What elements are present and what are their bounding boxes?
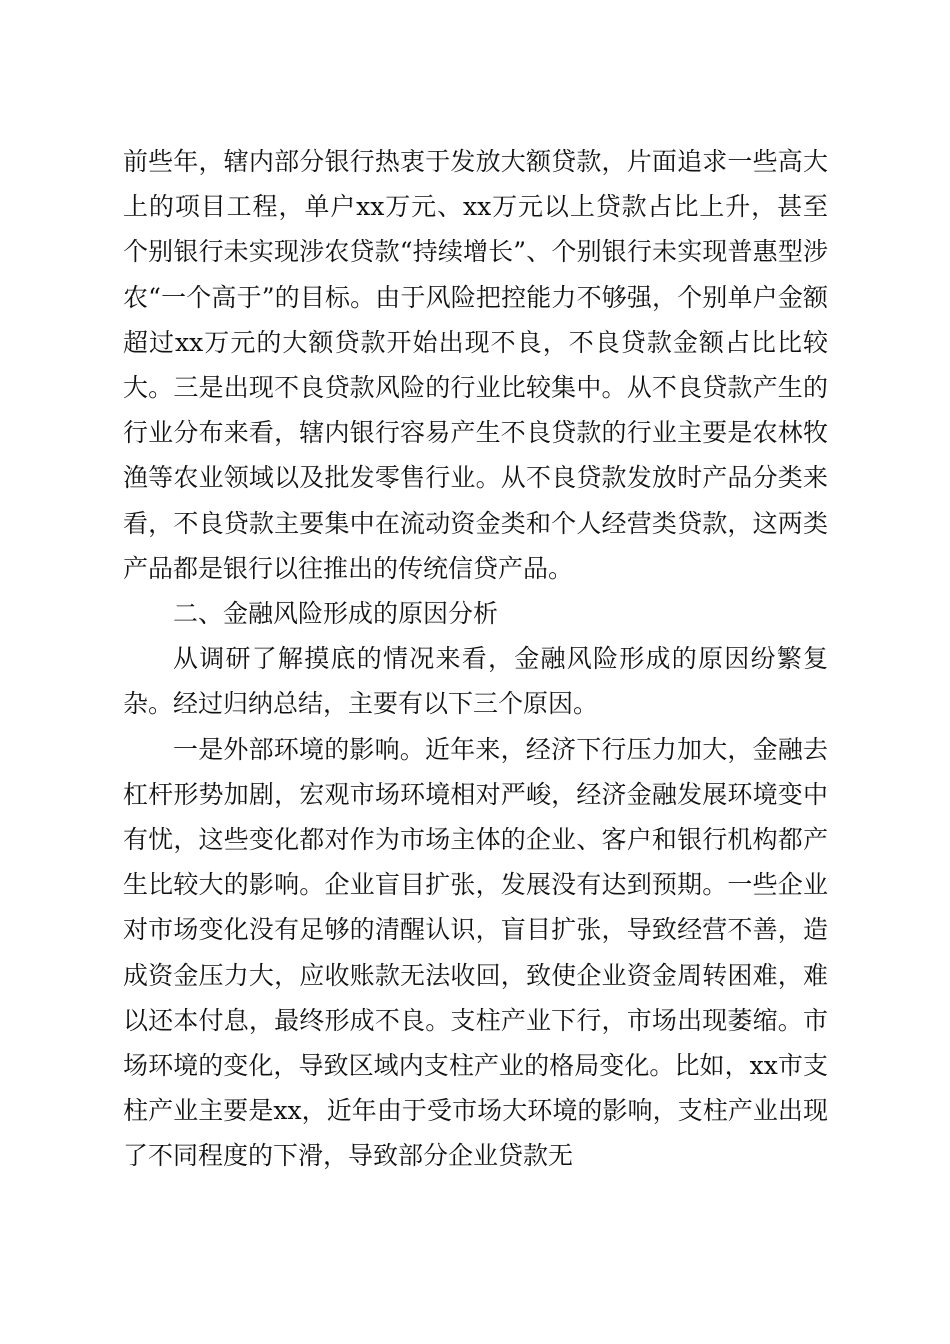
paragraph-intro: 从调研了解摸底的情况来看，金融风险形成的原因纷繁复杂。经过归纳总结，主要有以下三个原因。 bbox=[123, 644, 828, 719]
section-heading: 二、金融风险形成的原因分析 bbox=[173, 599, 499, 629]
paragraph-continuation: 前些年，辖内部分银行热衷于发放大额贷款，片面追求一些高大上的项目工程，单户xx万元、xx万元以上贷款占比上升，甚至个别银行未实现涉农贷款“持续增长”、个别银行未实现普惠型涉农“一个高于”的目标。由于风险把控能力不够强，个别单户金额超过xx万元的大额贷款开始出现不良，不良贷款金额占比比较大。三是出现不良贷款风险的行业比较集中。从不良贷款产生的行业分布来看，辖内银行容易产生不良贷款的行业主要是农林牧渔等农业领域以及批发零售行业。从不良贷款发放时产品分类来看，不良贷款主要集中在流动资金类和个人经营类贷款，这两类产品都是银行以往推出的传统信贷产品。 bbox=[123, 147, 828, 583]
paragraph-external-environment: 一是外部环境的影响。近年来，经济下行压力加大，金融去杠杆形势加剧，宏观市场环境相对严峻，经济金融发展环境变中有忧，这些变化都对作为市场主体的企业、客户和银行机构都产生比较大的影响。企业盲目扩张，发展没有达到预期。一些企业对市场变化没有足够的清醒认识，盲目扩张，导致经营不善，造成资金压力大，应收账款无法收回，致使企业资金周转困难，难以还本付息，最终形成不良。支柱产业下行，市场出现萎缩。市场环境的变化，导致区域内支柱产业的格局变化。比如，xx市支柱产业主要是xx，近年由于受市场大环境的影响，支柱产业出现了不同程度的下滑，导致部分企业贷款无 bbox=[123, 734, 828, 1171]
document-body bbox=[123, 139, 828, 1179]
